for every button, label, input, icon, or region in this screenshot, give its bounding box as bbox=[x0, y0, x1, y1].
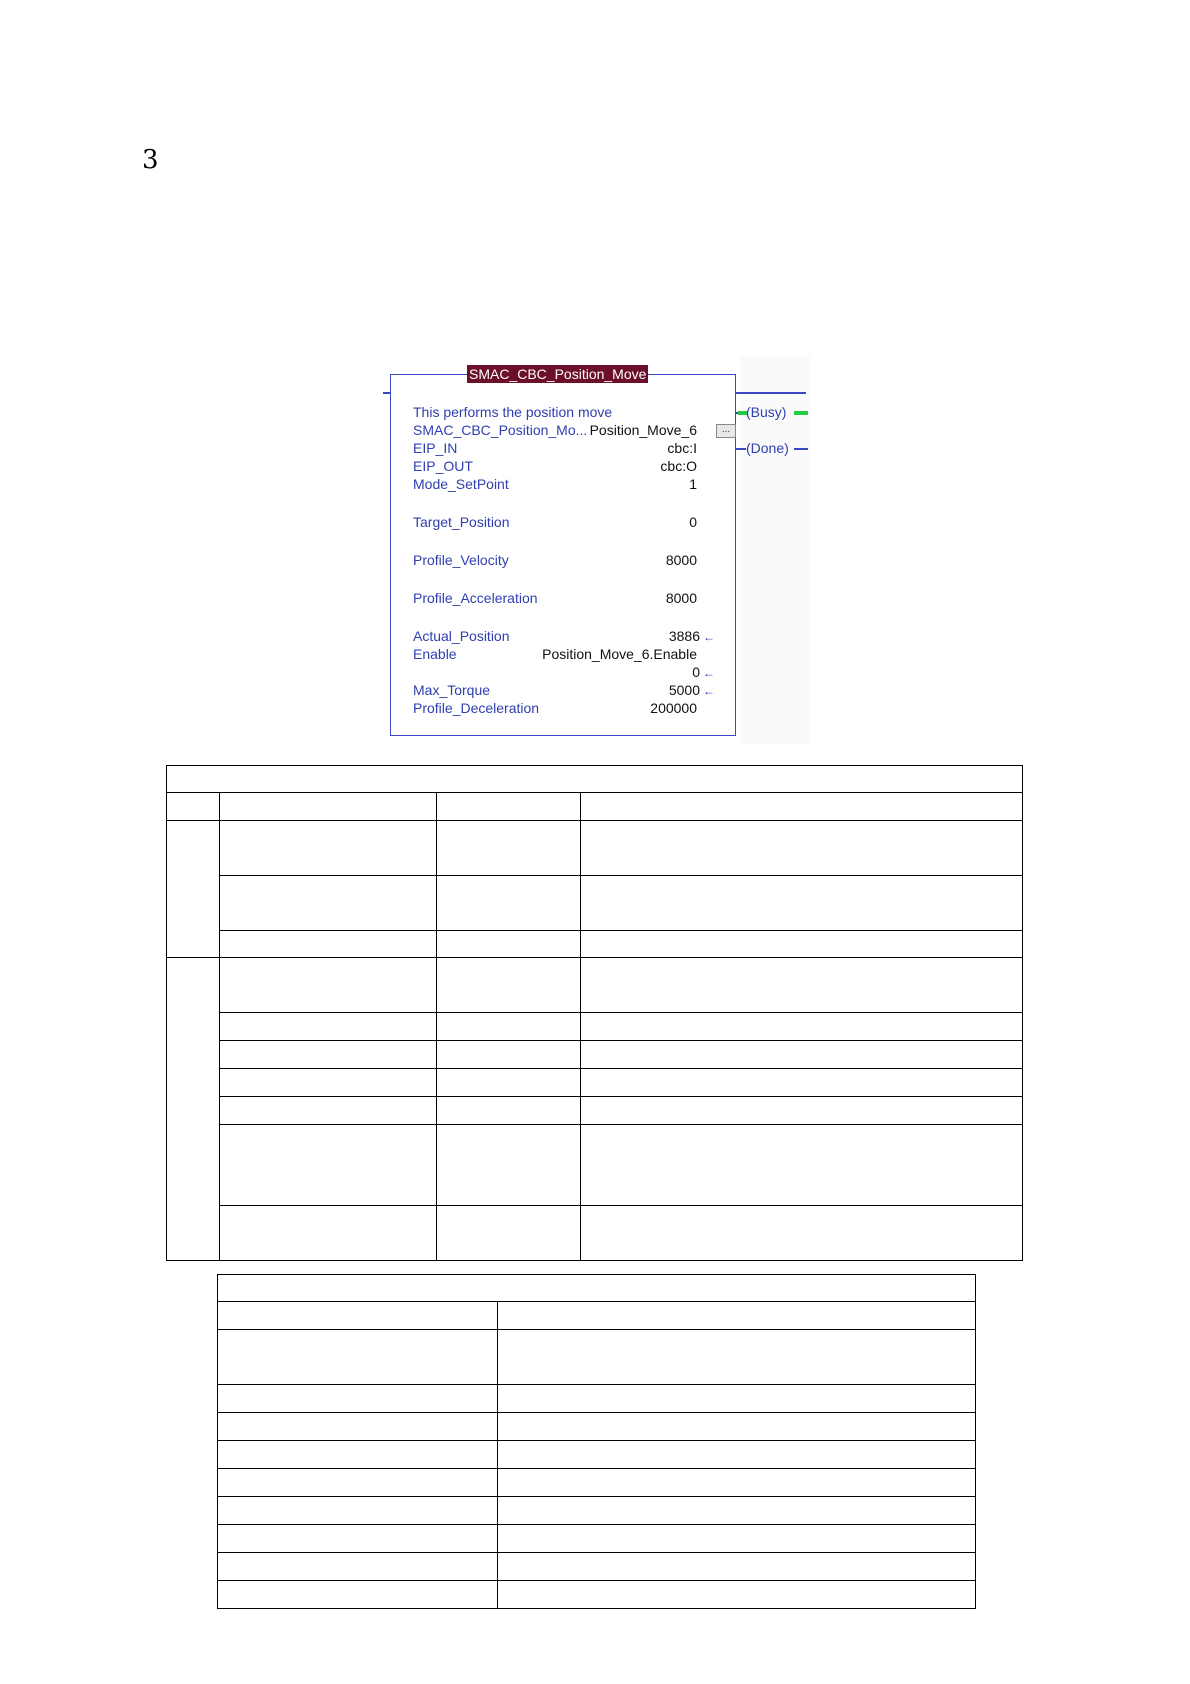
param-row-profile-velocity[interactable] bbox=[413, 551, 723, 569]
table-cell bbox=[581, 931, 1023, 958]
done-rung-line bbox=[736, 448, 746, 450]
function-block-figure bbox=[380, 356, 810, 744]
output-arrow-icon: ← bbox=[703, 684, 715, 698]
table-cell bbox=[581, 1013, 1023, 1041]
table-cell bbox=[437, 1206, 581, 1261]
param-label: Profile_Acceleration bbox=[413, 590, 538, 606]
param-label: Actual_Position bbox=[413, 628, 510, 644]
table-cell bbox=[218, 1302, 498, 1330]
table-cell bbox=[581, 1206, 1023, 1261]
done-coil[interactable]: (Done) bbox=[746, 440, 789, 456]
table-cell bbox=[218, 1553, 498, 1581]
param-value: 1 bbox=[689, 476, 697, 492]
function-block-box[interactable] bbox=[390, 374, 736, 736]
output-arrow-icon: ← bbox=[703, 666, 715, 680]
param-value: Position_Move_6 bbox=[589, 422, 697, 438]
table-row bbox=[218, 1581, 976, 1609]
table-cell bbox=[218, 1275, 976, 1302]
table-cell bbox=[437, 1097, 581, 1125]
table-cell bbox=[218, 1441, 498, 1469]
table-cell bbox=[218, 1413, 498, 1441]
table-cell bbox=[581, 1041, 1023, 1069]
table-cell bbox=[498, 1497, 976, 1525]
table-row bbox=[167, 1097, 1023, 1125]
table-cell bbox=[220, 931, 437, 958]
table-cell bbox=[220, 1206, 437, 1261]
table-cell bbox=[220, 958, 437, 1013]
param-row-enable-value[interactable] bbox=[413, 663, 723, 681]
param-value: 200000 bbox=[650, 700, 697, 716]
table-cell bbox=[167, 793, 220, 821]
table-cell bbox=[498, 1302, 976, 1330]
param-value: 8000 bbox=[665, 552, 697, 568]
table-cell bbox=[498, 1441, 976, 1469]
param-row-eip-in[interactable] bbox=[413, 439, 723, 457]
param-label: EIP_OUT bbox=[413, 458, 473, 474]
table-row bbox=[167, 876, 1023, 931]
table-row bbox=[167, 766, 1023, 793]
table-row bbox=[167, 1206, 1023, 1261]
table-cell bbox=[218, 1581, 498, 1609]
table-cell bbox=[218, 1469, 498, 1497]
table-cell bbox=[220, 1097, 437, 1125]
table-row bbox=[218, 1275, 976, 1302]
param-row-max-torque[interactable] bbox=[413, 681, 723, 699]
ellipsis-button[interactable]: ... bbox=[716, 424, 736, 438]
table-cell bbox=[498, 1330, 976, 1385]
busy-coil[interactable]: (Busy) bbox=[746, 404, 787, 420]
param-label: Mode_SetPoint bbox=[413, 476, 509, 492]
param-value: cbc:O bbox=[660, 458, 697, 474]
table-row bbox=[218, 1497, 976, 1525]
table-row bbox=[218, 1441, 976, 1469]
param-value: 0 bbox=[692, 664, 700, 680]
table-row bbox=[218, 1385, 976, 1413]
param-value: 5000 bbox=[668, 682, 700, 698]
parameter-table bbox=[166, 765, 1023, 1261]
table-cell bbox=[437, 793, 581, 821]
done-rung-line-right bbox=[794, 448, 808, 450]
param-value-with-arrow bbox=[692, 663, 715, 682]
param-row-enable[interactable] bbox=[413, 645, 723, 663]
param-row-profile-acceleration[interactable] bbox=[413, 589, 723, 607]
table-cell bbox=[498, 1413, 976, 1441]
table-cell bbox=[498, 1553, 976, 1581]
param-label: Enable bbox=[413, 646, 457, 662]
output-arrow-icon: ← bbox=[703, 630, 715, 644]
table-cell bbox=[437, 958, 581, 1013]
param-value-with-arrow bbox=[669, 627, 715, 646]
table-cell bbox=[498, 1525, 976, 1553]
table-cell bbox=[498, 1469, 976, 1497]
table-row bbox=[167, 958, 1023, 1013]
table-cell bbox=[167, 766, 1023, 793]
table-cell bbox=[220, 876, 437, 931]
table-cell bbox=[218, 1497, 498, 1525]
table-row bbox=[167, 1041, 1023, 1069]
table-row bbox=[167, 931, 1023, 958]
table-row bbox=[167, 1125, 1023, 1206]
param-label: Target_Position bbox=[413, 514, 510, 530]
param-label: Profile_Velocity bbox=[413, 552, 509, 568]
table-cell bbox=[218, 1330, 498, 1385]
table-row bbox=[167, 821, 1023, 876]
block-description: This performs the position move bbox=[413, 404, 613, 420]
param-value: 8000 bbox=[665, 590, 697, 606]
table-cell bbox=[220, 1069, 437, 1097]
table-cell bbox=[498, 1581, 976, 1609]
table-row bbox=[167, 1013, 1023, 1041]
table-cell bbox=[220, 1013, 437, 1041]
param-value: 3886 bbox=[668, 628, 700, 644]
table-row bbox=[218, 1413, 976, 1441]
table-row bbox=[218, 1302, 976, 1330]
table-cell bbox=[167, 958, 220, 1261]
table-cell bbox=[581, 1097, 1023, 1125]
param-value-with-arrow bbox=[669, 681, 715, 700]
table-cell bbox=[437, 1013, 581, 1041]
param-label: Profile_Deceleration bbox=[413, 700, 540, 716]
table-row bbox=[218, 1330, 976, 1385]
table-cell bbox=[220, 1041, 437, 1069]
param-row-mode-setpoint[interactable] bbox=[413, 475, 723, 493]
page-number: 3 bbox=[142, 145, 159, 175]
param-value: cbc:I bbox=[667, 440, 697, 456]
param-row-target-position[interactable] bbox=[413, 513, 723, 531]
table-cell bbox=[581, 1125, 1023, 1206]
param-row-eip-out[interactable] bbox=[413, 457, 723, 475]
table-cell bbox=[581, 793, 1023, 821]
param-row-actual-position[interactable] bbox=[413, 627, 723, 645]
table-cell bbox=[437, 1069, 581, 1097]
table-row bbox=[167, 1069, 1023, 1097]
table-cell bbox=[581, 821, 1023, 876]
block-title: SMAC_CBC_Position_Move bbox=[469, 366, 647, 382]
table-cell bbox=[437, 821, 581, 876]
rung-top-line bbox=[736, 392, 806, 394]
table-cell bbox=[437, 1125, 581, 1206]
param-label: SMAC_CBC_Position_Mo... bbox=[413, 422, 588, 438]
table-row bbox=[167, 793, 1023, 821]
param-row-profile-deceleration[interactable] bbox=[413, 699, 723, 717]
table-cell bbox=[218, 1525, 498, 1553]
table-cell bbox=[220, 1125, 437, 1206]
table-row bbox=[218, 1553, 976, 1581]
param-label: EIP_IN bbox=[413, 440, 458, 456]
busy-energized-indicator-right bbox=[794, 411, 808, 415]
param-label: Max_Torque bbox=[413, 682, 491, 698]
param-value: 0 bbox=[689, 514, 697, 530]
param-row-instance[interactable] bbox=[413, 421, 723, 439]
table-cell bbox=[437, 1041, 581, 1069]
table-cell bbox=[581, 876, 1023, 931]
table-cell bbox=[437, 931, 581, 958]
table-cell bbox=[220, 793, 437, 821]
table-cell bbox=[220, 821, 437, 876]
table-cell bbox=[581, 958, 1023, 1013]
table-cell bbox=[498, 1385, 976, 1413]
table-row bbox=[218, 1469, 976, 1497]
table-cell bbox=[218, 1385, 498, 1413]
table-cell bbox=[167, 821, 220, 958]
status-table bbox=[217, 1274, 976, 1609]
table-cell bbox=[437, 876, 581, 931]
param-value: Position_Move_6.Enable bbox=[542, 646, 697, 662]
table-cell bbox=[581, 1069, 1023, 1097]
table-row bbox=[218, 1525, 976, 1553]
